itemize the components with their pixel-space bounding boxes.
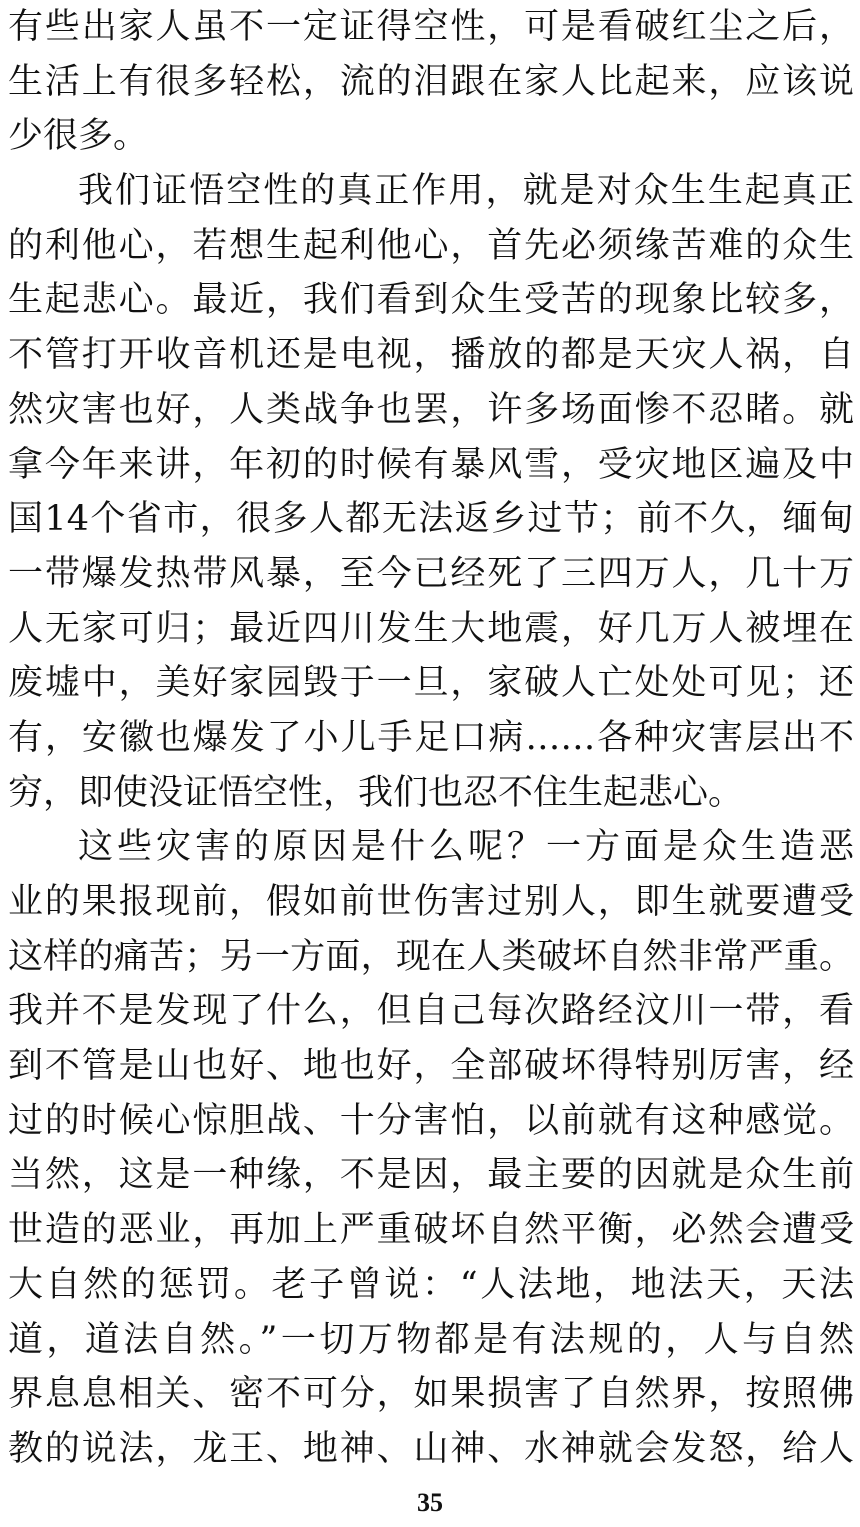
- text-line: 的利他心，若想生起利他心，首先必须缘苦难的众生: [8, 225, 854, 266]
- page-number: 35: [417, 1488, 443, 1517]
- text-line: 教的说法，龙王、地神、山神、水神就会发怒，给人: [8, 1428, 854, 1469]
- text-line: 废墟中，美好家园毁于一旦，家破人亡处处可见；还: [8, 663, 854, 704]
- text-line: 界息息相关、密不可分，如果损害了自然界，按照佛: [8, 1374, 854, 1415]
- text-line: 我并不是发现了什么，但自己每次路经汶川一带，看: [8, 991, 854, 1032]
- text-line: 穷，即使没证悟空性，我们也忍不住生起悲心。: [8, 772, 744, 813]
- text-line: 有些出家人虽不一定证得空性，可是看破红尘之后，: [8, 7, 854, 47]
- text-line: 到不管是山也好、地也好，全部破坏得特别厉害，经: [8, 1046, 854, 1087]
- text-line: 少很多。: [8, 116, 149, 157]
- text-line: 一带爆发热带风暴，至今已经死了三四万人，几十万: [8, 553, 854, 594]
- text-line: 有，安徽也爆发了小儿手足口病……各种灾害层出不: [8, 717, 854, 758]
- paragraph-first-line: 这些灾害的原因是什么呢？一方面是众生造恶: [78, 827, 854, 868]
- text-line: 大自然的惩罚。老子曾说：“人法地，地法天，天法: [8, 1264, 854, 1305]
- text-line: 当然，这是一种缘，不是因，最主要的因就是众生前: [8, 1155, 854, 1196]
- text-line: 不管打开收音机还是电视，播放的都是天灾人祸，自: [8, 335, 854, 376]
- paragraph-first-line: 我们证悟空性的真正作用，就是对众生生起真正: [78, 171, 854, 212]
- text-line: 这样的痛苦；另一方面，现在人类破坏自然非常严重。: [8, 936, 854, 977]
- text-line: 生起悲心。最近，我们看到众生受苦的现象比较多，: [8, 280, 854, 321]
- text-line: 国14个省市，很多人都无法返乡过节；前不久，缅甸: [8, 499, 854, 540]
- text-line: 道，道法自然。”一切万物都是有法规的，人与自然: [8, 1319, 854, 1360]
- text-line: 世造的恶业，再加上严重破坏自然平衡，必然会遭受: [8, 1210, 854, 1251]
- text-line: 拿今年来讲，年初的时候有暴风雪，受灾地区遍及中: [8, 444, 854, 485]
- text-line: 业的果报现前，假如前世伤害过别人，即生就要遭受: [8, 882, 854, 922]
- text-line: 然灾害也好，人类战争也罢，许多场面惨不忍睹。就: [8, 389, 854, 430]
- text-line: 过的时候心惊胆战、十分害怕，以前就有这种感觉。: [8, 1100, 854, 1141]
- text-line: 生活上有很多轻松，流的泪跟在家人比起来，应该说: [8, 61, 854, 102]
- text-line: 人无家可归；最近四川发生大地震，好几万人被埋在: [8, 608, 854, 649]
- body-text: [8, 0, 854, 1477]
